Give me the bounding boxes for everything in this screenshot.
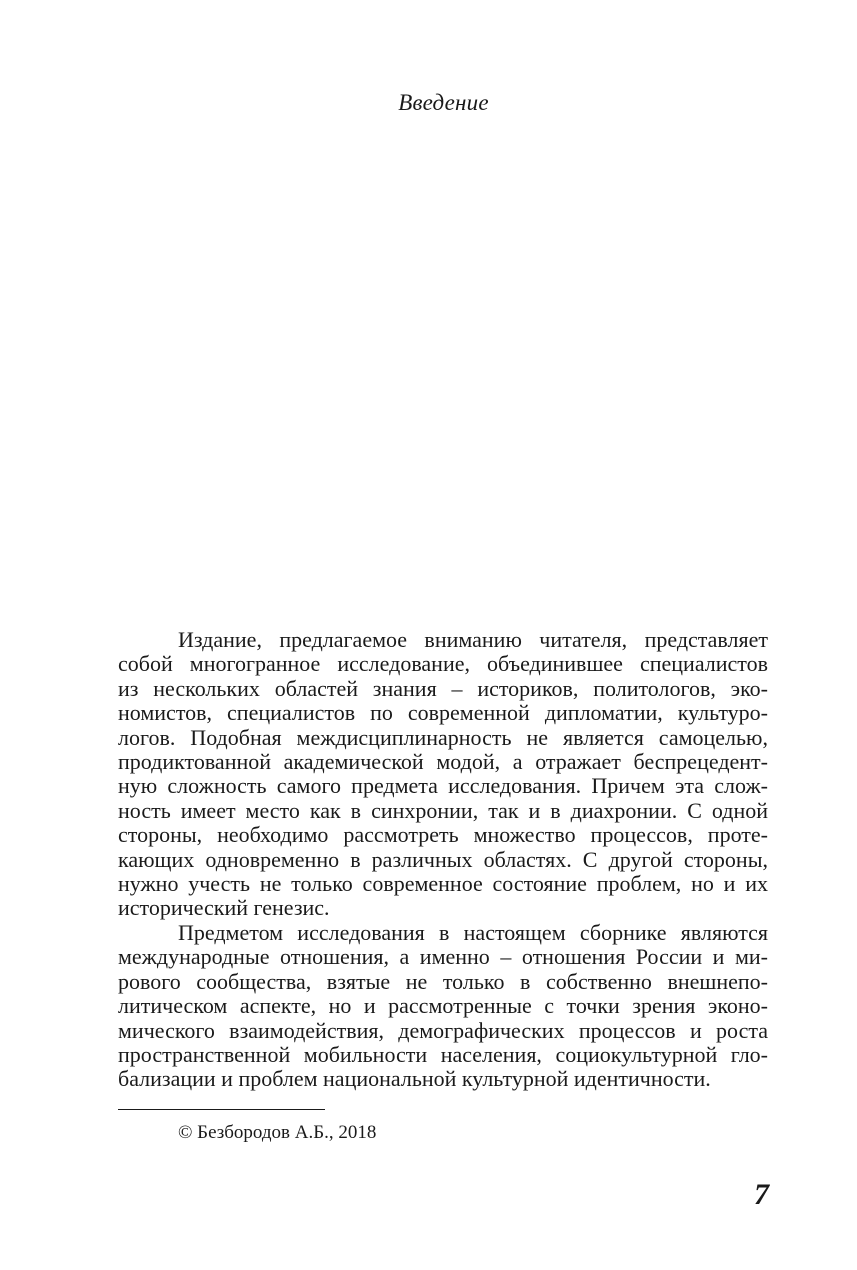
text-line: исторический генезис.	[118, 895, 330, 921]
text-line: нужно учесть не только современное состояние проблем, но и их	[118, 871, 768, 897]
text-line: литическом аспекте, но и рассмотренные с точки зрения эконо-	[118, 993, 768, 1019]
text-line: продиктованной академической модой, а отражает беспрецедент-	[118, 749, 768, 775]
text-line: собой многогранное исследование, объединившее специалистов	[118, 651, 768, 677]
text-line: логов. Подобная междисциплинарность не является самоцелью,	[118, 724, 768, 750]
text-line: ную сложность самого предмета исследования. Причем эта слож-	[118, 773, 768, 799]
footnote-divider	[118, 1109, 325, 1110]
copyright-footnote: © Безбородов А.Б., 2018	[178, 1122, 377, 1143]
page-number: 7	[754, 1178, 769, 1211]
text-line: кающих одновременно в различных областях. С другой стороны,	[118, 846, 768, 872]
text-line: бализации и проблем национальной культурной идентичности.	[118, 1066, 711, 1092]
text-line: стороны, необходимо рассмотреть множество процессов, проте-	[118, 822, 768, 848]
text-line: международные отношения, а именно – отношения России и ми-	[118, 944, 768, 970]
text-line: рового сообщества, взятые не только в собственно внешнепо-	[118, 968, 768, 994]
text-line: мического взаимодействия, демографических процессов и роста	[118, 1017, 768, 1043]
text-line: из нескольких областей знания – историков, политологов, эко-	[118, 675, 768, 701]
body-text	[118, 628, 768, 1092]
paragraph-2	[118, 921, 768, 1092]
text-line: Издание, предлагаемое вниманию читателя, представляет	[178, 627, 768, 652]
text-line: номистов, специалистов по современной дипломатии, культуро-	[118, 700, 768, 726]
text-line: ность имеет место как в синхронии, так и в диахронии. С одной	[118, 797, 768, 823]
page-title: Введение	[398, 90, 489, 115]
text-line: Предметом исследования в настоящем сборнике являются	[178, 919, 768, 945]
paragraph-1	[118, 628, 768, 921]
text-line: пространственной мобильности населения, социокультурной гло-	[118, 1041, 768, 1067]
